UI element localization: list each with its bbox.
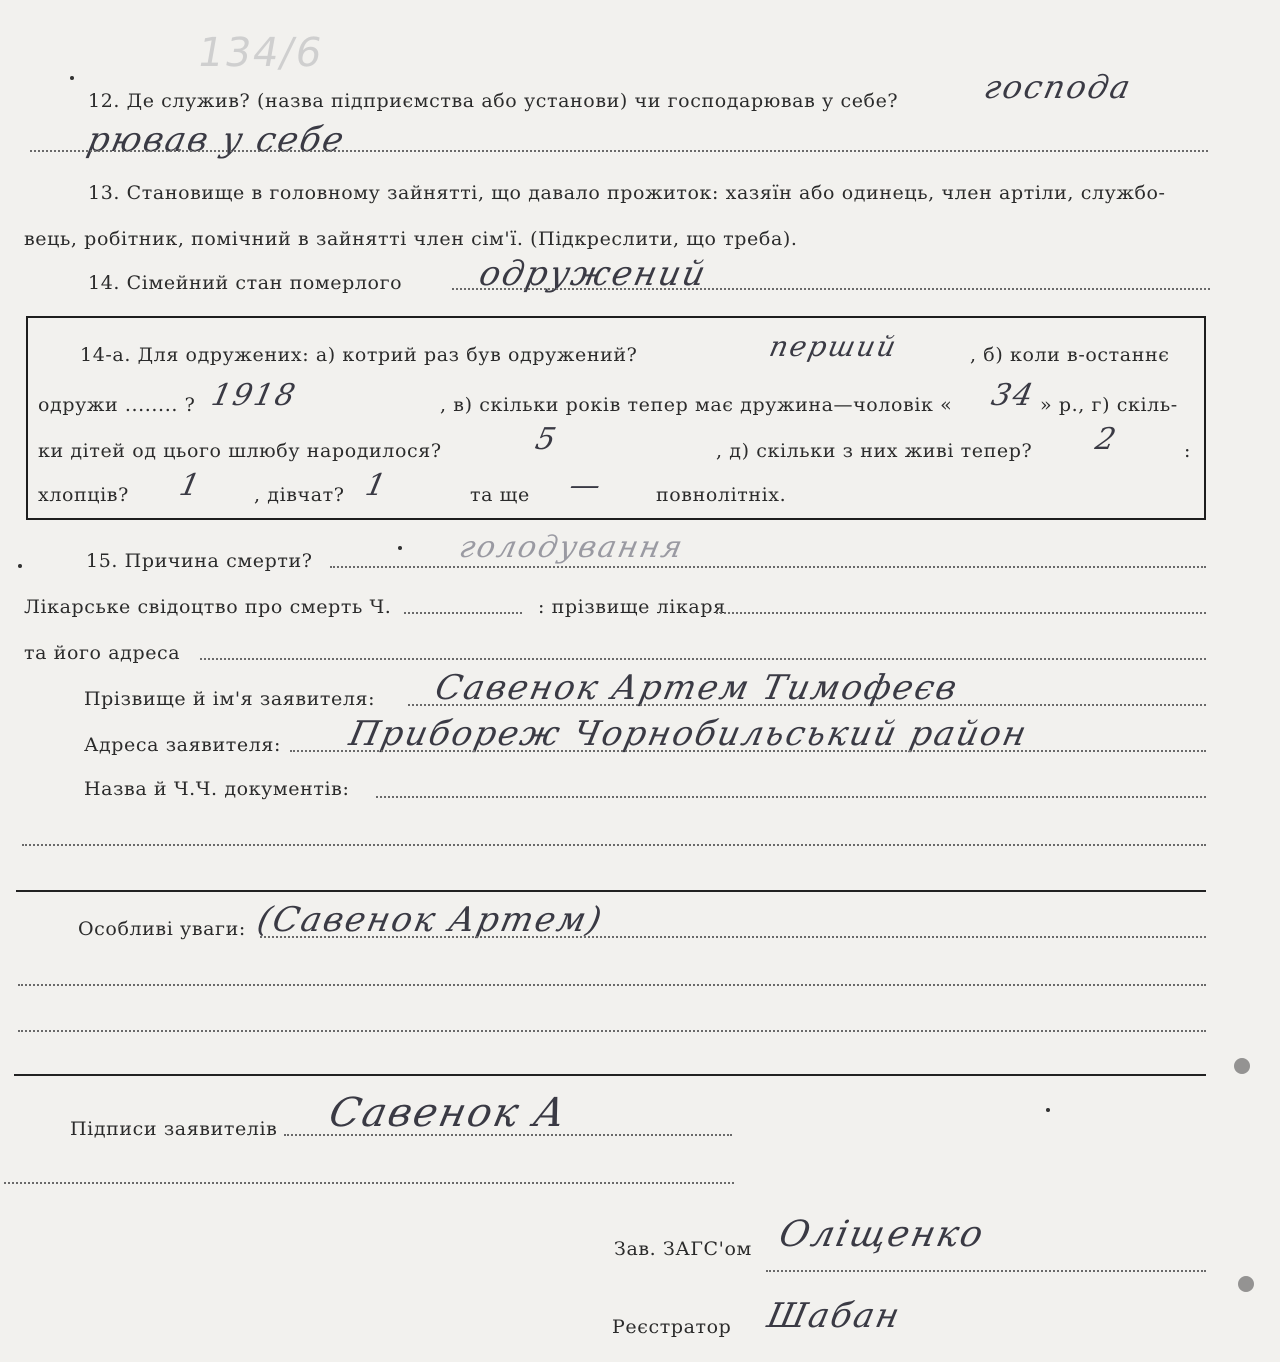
q12-answer-line1: господа bbox=[980, 68, 1136, 106]
q14a-label-girls: , дівчат? bbox=[254, 484, 345, 506]
registrar-signature: Шабан bbox=[763, 1296, 905, 1336]
dotted-line bbox=[452, 288, 1210, 290]
q14a-label-c: , в) скільки років тепер має дружина—чоловік « bbox=[440, 394, 953, 416]
ink-speck bbox=[18, 564, 22, 568]
q14a-answer-f: 2 bbox=[1092, 422, 1121, 457]
q14-label: 14. Сімейний стан померлого bbox=[88, 272, 403, 294]
dotted-line bbox=[330, 566, 1206, 568]
dotted-line bbox=[4, 1182, 734, 1184]
q12-answer-line2: рював у себе bbox=[83, 120, 350, 160]
q14a-answer-b: 1918 bbox=[208, 378, 301, 413]
q14a-answer-e: 5 bbox=[532, 422, 561, 457]
q14a-label-boys: хлопців? bbox=[38, 484, 129, 506]
separator-rule bbox=[14, 1074, 1206, 1076]
pin-hole bbox=[1234, 1058, 1250, 1074]
q13-label-line2: вець, робітник, помічний в зайнятті член сім'ї. (Підкреслити, що треба). bbox=[24, 228, 798, 250]
dotted-line bbox=[766, 1270, 1206, 1272]
ink-speck bbox=[398, 546, 402, 550]
q14a-label-d: » р., г) скіль- bbox=[1040, 394, 1178, 416]
applicant-address: Прибореж Чорнобильський район bbox=[345, 714, 1032, 754]
q14a-label-b2: одружи ........ ? bbox=[38, 394, 196, 416]
dotted-line bbox=[284, 1134, 732, 1136]
dotted-line bbox=[22, 844, 1206, 846]
applicant-address-label: Адреса заявителя: bbox=[84, 734, 281, 756]
q14a-answer-a: перший bbox=[766, 330, 901, 363]
q14a-answer-more: — bbox=[566, 468, 606, 503]
zags-head-signature: Оліщенко bbox=[775, 1214, 989, 1255]
q14a-label-adults: повнолітніх. bbox=[656, 484, 787, 506]
dotted-line bbox=[404, 612, 522, 614]
doctor-cert-label: Лікарське свідоцтво про смерть Ч. bbox=[24, 596, 392, 618]
q14a-label-more: та ще bbox=[470, 484, 530, 506]
q14-answer: одружений bbox=[475, 254, 711, 294]
q14a-label-a: 14-а. Для одружених: а) котрий раз був одружений? bbox=[80, 344, 638, 366]
dotted-line bbox=[200, 658, 1206, 660]
applicant-name-label: Прізвище й ім'я заявителя: bbox=[84, 688, 376, 710]
q14a-label-b: , б) коли в-останнє bbox=[970, 344, 1170, 366]
separator-rule bbox=[16, 890, 1206, 892]
ink-speck bbox=[1046, 1108, 1050, 1112]
notes-text: (Савенок Артем) bbox=[253, 900, 608, 940]
q15-answer: голодування bbox=[456, 530, 688, 565]
zags-head-label: Зав. ЗАГС'ом bbox=[614, 1238, 752, 1260]
dotted-line bbox=[716, 612, 1206, 614]
registrar-label: Реєстратор bbox=[612, 1316, 732, 1338]
dotted-line bbox=[408, 704, 1206, 706]
q14a-answer-c: 34 bbox=[988, 378, 1038, 413]
ink-speck bbox=[70, 76, 74, 80]
dotted-line bbox=[260, 936, 1206, 938]
doctor-name-label: : прізвище лікаря bbox=[538, 596, 726, 618]
applicant-name: Савенок Артем Тимофеєв bbox=[431, 668, 963, 708]
q14a-answer-boys: 1 bbox=[176, 468, 205, 503]
pin-hole bbox=[1238, 1276, 1254, 1292]
signatures-label: Підписи заявителів bbox=[70, 1118, 278, 1140]
dotted-line bbox=[18, 984, 1206, 986]
q14a-colon: : bbox=[1184, 440, 1192, 462]
dotted-line bbox=[290, 750, 1206, 752]
doctor-address-label: та його адреса bbox=[24, 642, 181, 664]
q14a-label-f: , д) скільки з них живі тепер? bbox=[716, 440, 1033, 462]
q15-label: 15. Причина смерти? bbox=[86, 550, 313, 572]
dotted-line bbox=[376, 796, 1206, 798]
q13-label-line1: 13. Становище в головному зайнятті, що давало прожиток: хазяїн або одинець, член артіли, службо- bbox=[88, 182, 1166, 204]
q12-label: 12. Де служив? (назва підприємства або установи) чи господарював у себе? bbox=[88, 90, 899, 112]
q14a-label-e: ки дітей од цього шлюбу народилося? bbox=[38, 440, 442, 462]
q14a-answer-girls: 1 bbox=[362, 468, 391, 503]
documents-label: Назва й Ч.Ч. документів: bbox=[84, 778, 350, 800]
notes-label: Особливі уваги: bbox=[78, 918, 246, 940]
dotted-line bbox=[30, 150, 1208, 152]
archive-number: 134/6 bbox=[193, 30, 328, 76]
dotted-line bbox=[18, 1030, 1206, 1032]
signatures-text: Савенок А bbox=[325, 1090, 572, 1136]
